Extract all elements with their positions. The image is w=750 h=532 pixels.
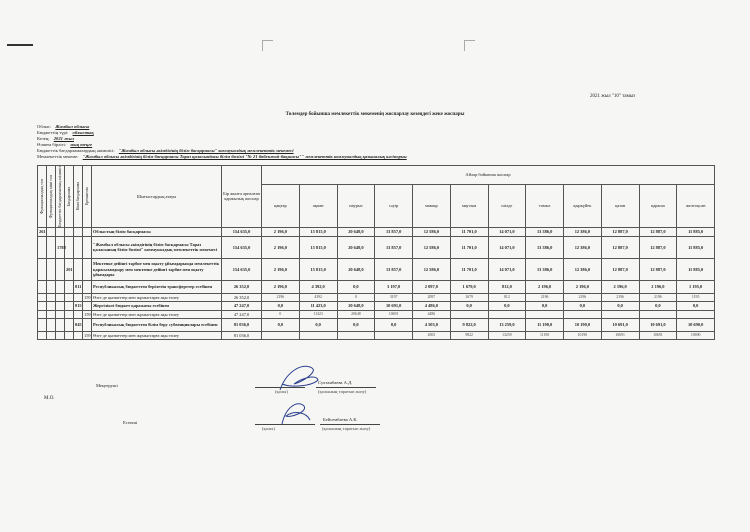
month-value <box>337 331 375 339</box>
accountant-name: Бейсембаева А.К. <box>323 417 358 422</box>
month-value: 15 815,0 <box>299 236 337 258</box>
code-cell <box>47 258 56 280</box>
code-cell: 045 <box>74 318 83 331</box>
code-cell <box>65 331 74 339</box>
code-cell <box>74 331 83 339</box>
month-value: 10691 <box>375 310 413 318</box>
spec-cell <box>83 236 92 258</box>
header-month: желтоқсан <box>677 184 715 227</box>
code-cell <box>65 310 74 318</box>
month-value: 10 691,0 <box>601 318 639 331</box>
month-value: 0,0 <box>677 301 715 310</box>
accountant-name-caption: (қолының таратып жазу) <box>322 426 371 431</box>
code-cell <box>65 318 74 331</box>
month-value: 3 197,0 <box>375 280 413 293</box>
header-code: Функционалдық топ <box>38 166 47 228</box>
meta-line: Облыс: Жамбыл облысы <box>37 124 90 129</box>
director-signature <box>272 362 322 394</box>
month-value: 14 071,0 <box>488 236 526 258</box>
month-value: 10 691,0 <box>639 318 677 331</box>
code-cell <box>74 258 83 280</box>
expense-name: Облыстың білім басқармасы <box>92 227 222 236</box>
spec-cell <box>83 301 92 310</box>
code-cell <box>38 236 47 258</box>
header-month: қазан <box>601 184 639 227</box>
document-date: 2021 жыл "10" тамыз <box>590 94 636 99</box>
code-cell <box>47 310 56 318</box>
table-row <box>38 258 715 280</box>
director-name-caption: (қолының таратып жазу) <box>318 389 367 394</box>
month-value: 0,0 <box>262 318 300 331</box>
annual-total: 81 036,0 <box>222 318 262 331</box>
month-value <box>526 310 564 318</box>
code-cell <box>56 227 65 236</box>
code-cell <box>47 280 56 293</box>
code-cell <box>56 280 65 293</box>
spec-cell: 159 <box>84 332 91 338</box>
month-value: 10190 <box>564 331 602 339</box>
meta-line: Бюджеттің түрі: облыстық <box>37 130 94 135</box>
month-value: 13 857,0 <box>375 236 413 258</box>
table-row <box>38 227 715 236</box>
month-value: 0,0 <box>262 301 300 310</box>
month-value: 10691 <box>601 331 639 339</box>
director-label: Меңгеруші <box>96 383 118 388</box>
month-value: 13 386,0 <box>526 236 564 258</box>
month-value: 12 887,0 <box>601 236 639 258</box>
month-value: 3197 <box>375 293 413 301</box>
code-cell <box>74 293 83 301</box>
header-total: Бір жылға арналған қаржылық жоспар <box>222 166 262 228</box>
annual-total: 47 247,0 <box>222 310 262 318</box>
expense-name: Республикалық бюджеттен білім беру субвенциялары есебінен <box>92 318 222 331</box>
code-cell <box>38 301 47 310</box>
month-value: 0 <box>337 293 375 301</box>
code-cell <box>74 310 83 318</box>
month-value: 2196 <box>601 293 639 301</box>
code-cell <box>65 301 74 310</box>
director-sign-caption: (қолы) <box>275 389 288 394</box>
director-name: Султанбаева А.Д. <box>318 380 353 385</box>
month-value: 14 071,0 <box>488 227 526 236</box>
month-value: 13259 <box>488 331 526 339</box>
month-value: 11 885,0 <box>677 227 715 236</box>
header-code: Ерекшелік <box>83 166 92 228</box>
expense-name: Мектепке дейінгі тәрбие мен оқыту ұйымдарында мемлекеттік қаржыландыру мен мектепке дейінгі тәрбие мен оқыту ұйымдары <box>92 258 222 280</box>
month-value: 4486 <box>413 310 451 318</box>
month-value: 2196 <box>526 293 564 301</box>
code-cell <box>56 301 65 310</box>
document-title: Төлемдер бойынша мемлекеттік мекеменің жоспарлау кезеңдегі жеке жоспары <box>285 112 465 117</box>
month-value: 0,0 <box>299 318 337 331</box>
header-month: сәуір <box>375 184 413 227</box>
month-value <box>677 310 715 318</box>
month-value: 13 857,0 <box>375 227 413 236</box>
month-value: 20648 <box>337 310 375 318</box>
month-value: 4503 <box>413 331 451 339</box>
meta-line: Мемлекеттік мекеме: "Жамбыл облысы әкімдігінің білім басқармасы Тараз қаласындағы білім бөлімі "№ 21 бөбекжай-бақшасы"" мемлекеттік коммуналдық қазыналық кәсіпорны <box>37 154 407 159</box>
month-value: 1 679,0 <box>450 280 488 293</box>
month-value: 11 701,0 <box>450 227 488 236</box>
spec-cell <box>83 318 92 331</box>
month-value: 2196 <box>639 293 677 301</box>
month-value <box>639 310 677 318</box>
header-month: қараша <box>639 184 677 227</box>
top-left-mark <box>7 44 33 46</box>
code-cell <box>38 258 47 280</box>
code-cell <box>65 293 74 301</box>
accountant-name-line <box>320 424 380 425</box>
month-value: 1195 <box>677 293 715 301</box>
spec-cell <box>83 280 92 293</box>
code-cell <box>47 301 56 310</box>
annual-total: 47 247,0 <box>222 301 262 310</box>
month-value: 10691 <box>639 331 677 339</box>
month-value: 4 503,0 <box>413 318 451 331</box>
month-value: 0,0 <box>337 280 375 293</box>
punch-mark <box>464 40 475 51</box>
month-value: 2 196,0 <box>564 280 602 293</box>
month-value: 12 887,0 <box>639 227 677 236</box>
header-name: Шығыстардың атауы <box>92 166 222 228</box>
month-value: 12 586,0 <box>413 236 451 258</box>
annual-total: 154 635,0 <box>222 227 262 236</box>
header-code: Бағдарлама <box>65 166 74 228</box>
code-cell <box>47 331 56 339</box>
header-code: Бюджеттік бағдарламаның әкімшісі <box>56 166 65 228</box>
annual-total: 81 036,0 <box>222 331 262 339</box>
header-month: шілде <box>488 184 526 227</box>
month-value: 812 <box>488 293 526 301</box>
month-value <box>375 331 413 339</box>
month-value: 0,0 <box>337 318 375 331</box>
month-value: 15 815,0 <box>299 227 337 236</box>
month-value: 12 887,0 <box>639 258 677 280</box>
month-value: 20 648,0 <box>337 236 375 258</box>
spec-cell <box>83 258 92 280</box>
month-value: 14 071,0 <box>488 258 526 280</box>
expense-name: Өзге де қызметтер мен жұмыстарға ақы төлеу <box>92 310 222 318</box>
table-row <box>38 318 715 331</box>
month-value: 0,0 <box>601 301 639 310</box>
month-value: 12 386,0 <box>564 227 602 236</box>
code-cell <box>65 227 74 236</box>
month-value: 11 885,0 <box>677 236 715 258</box>
code-cell: 1788 <box>56 236 65 258</box>
table-row <box>38 301 715 310</box>
month-value: 0,0 <box>450 301 488 310</box>
stamp-place: М.О. <box>44 396 55 401</box>
code-cell <box>74 227 83 236</box>
month-value: 12 887,0 <box>601 258 639 280</box>
month-value: 12 386,0 <box>564 258 602 280</box>
month-value: 12 887,0 <box>601 227 639 236</box>
month-value: 11423 <box>299 310 337 318</box>
annual-total: 154 635,0 <box>222 236 262 258</box>
month-value: 10690 <box>677 331 715 339</box>
spec-cell: 159 <box>84 294 91 300</box>
month-value: 2 196,0 <box>262 258 300 280</box>
month-value: 2 196,0 <box>601 280 639 293</box>
header-month: мамыр <box>413 184 451 227</box>
month-value: 12 586,0 <box>413 258 451 280</box>
header-month: қаңтар <box>262 184 300 227</box>
month-value: 2196 <box>564 293 602 301</box>
code-cell <box>47 318 56 331</box>
table-row <box>38 331 715 339</box>
expense-name: Өзге де қызметтер мен жұмыстарға ақы төлеу <box>92 293 222 301</box>
code-cell <box>47 227 56 236</box>
spec-cell <box>83 227 92 236</box>
month-value: 11190 <box>526 331 564 339</box>
month-value: 4 392,0 <box>299 280 337 293</box>
month-value: 9822 <box>450 331 488 339</box>
month-value: 10 190,0 <box>564 318 602 331</box>
month-value: 12 887,0 <box>639 236 677 258</box>
month-value: 20 648,0 <box>337 258 375 280</box>
director-name-line <box>316 387 376 388</box>
month-value: 13 259,0 <box>488 318 526 331</box>
annual-total: 154 635,0 <box>222 258 262 280</box>
month-value: 20 648,0 <box>337 227 375 236</box>
month-value: 10 691,0 <box>375 301 413 310</box>
meta-line: Бюджеттік бағдарламалардың әкімшісі: "Жамбыл облысы әкімдігінің білім басқармасы" коммуналдық мемлекеттік мекемесі <box>37 148 294 153</box>
annual-total: 26 352,0 <box>222 280 262 293</box>
month-value: 13 386,0 <box>526 227 564 236</box>
code-cell: 261 <box>39 229 46 235</box>
code-cell <box>38 310 47 318</box>
month-value: 11 885,0 <box>677 258 715 280</box>
table-row <box>38 280 715 293</box>
month-value: 2 196,0 <box>526 280 564 293</box>
accountant-sign-caption: (қолы) <box>262 426 275 431</box>
code-cell <box>74 236 83 258</box>
meta-line: Өлшем бірлігі: мың теңге <box>37 142 93 147</box>
punch-mark <box>262 40 273 51</box>
plan-table <box>37 165 715 340</box>
annual-total: 26 352,0 <box>222 293 262 301</box>
meta-line: Кезең: 2021 жыл <box>37 136 74 141</box>
month-value: 4392 <box>299 293 337 301</box>
month-value: 2196 <box>262 293 300 301</box>
month-value: 0,0 <box>375 318 413 331</box>
code-cell <box>38 293 47 301</box>
month-value <box>488 310 526 318</box>
spec-cell: 159 <box>84 311 91 317</box>
accountant-signature <box>276 398 316 428</box>
month-value: 11 701,0 <box>450 236 488 258</box>
month-value <box>450 310 488 318</box>
month-value: 1679 <box>450 293 488 301</box>
month-value: 0,0 <box>526 301 564 310</box>
month-value: 2 097,0 <box>413 280 451 293</box>
header-month: маусым <box>450 184 488 227</box>
expense-name: "Жамбыл облысы әкімдігінің білім басқармасы Тараз қаласының білім бөлімі" коммуналдық мемлекеттік мекемесі <box>92 236 222 258</box>
month-value: 2 196,0 <box>262 236 300 258</box>
table-row <box>38 310 715 318</box>
code-cell: 201 <box>65 258 74 280</box>
month-value: 2 196,0 <box>262 227 300 236</box>
header-month: наурыз <box>337 184 375 227</box>
code-cell <box>38 280 47 293</box>
code-cell <box>47 236 56 258</box>
code-cell <box>56 310 65 318</box>
header-code: Кіші бағдарлама <box>74 166 83 228</box>
month-value: 1 195,0 <box>677 280 715 293</box>
month-value: 812,0 <box>488 280 526 293</box>
header-code: Функционалдық кіші топ <box>47 166 56 228</box>
month-value: 2097 <box>413 293 451 301</box>
header-month: қыркүйек <box>564 184 602 227</box>
header-month: тамыз <box>526 184 564 227</box>
table-row <box>38 236 715 258</box>
table-row <box>38 293 715 301</box>
code-cell <box>38 318 47 331</box>
month-value: 12 586,0 <box>413 227 451 236</box>
month-value: 13 857,0 <box>375 258 413 280</box>
code-cell <box>56 318 65 331</box>
month-value: 2 196,0 <box>262 280 300 293</box>
code-cell <box>65 280 74 293</box>
code-cell <box>56 258 65 280</box>
month-value: 10 690,0 <box>677 318 715 331</box>
code-cell <box>47 293 56 301</box>
month-value: 20 648,0 <box>337 301 375 310</box>
month-value: 11 190,0 <box>526 318 564 331</box>
code-cell <box>56 331 65 339</box>
header-months-group: Айлар бойынша жоспар <box>262 166 715 185</box>
expense-name: Жергілікті бюджет қаражаты есебінен <box>92 301 222 310</box>
month-value <box>601 310 639 318</box>
month-value: 15 815,0 <box>299 258 337 280</box>
expense-name: Республикалық бюджеттен берілетін трансферттер есебінен <box>92 280 222 293</box>
month-value: 9 822,0 <box>450 318 488 331</box>
code-cell <box>56 293 65 301</box>
month-value: 0,0 <box>639 301 677 310</box>
expense-name: Өзге де қызметтер мен жұмыстарға ақы төлеу <box>92 331 222 339</box>
header-month: ақпан <box>299 184 337 227</box>
code-cell: 011 <box>74 280 83 293</box>
month-value: 0,0 <box>564 301 602 310</box>
month-value <box>299 331 337 339</box>
month-value: 13 386,0 <box>526 258 564 280</box>
month-value: 12 386,0 <box>564 236 602 258</box>
month-value: 2 196,0 <box>639 280 677 293</box>
accountant-label: Есепші <box>123 420 138 425</box>
month-value: 11 423,0 <box>299 301 337 310</box>
month-value <box>564 310 602 318</box>
month-value <box>262 331 300 339</box>
month-value: 0,0 <box>488 301 526 310</box>
month-value: 0 <box>262 310 300 318</box>
month-value: 4 486,0 <box>413 301 451 310</box>
month-value: 11 701,0 <box>450 258 488 280</box>
code-cell <box>38 331 47 339</box>
code-cell: 015 <box>75 303 82 309</box>
